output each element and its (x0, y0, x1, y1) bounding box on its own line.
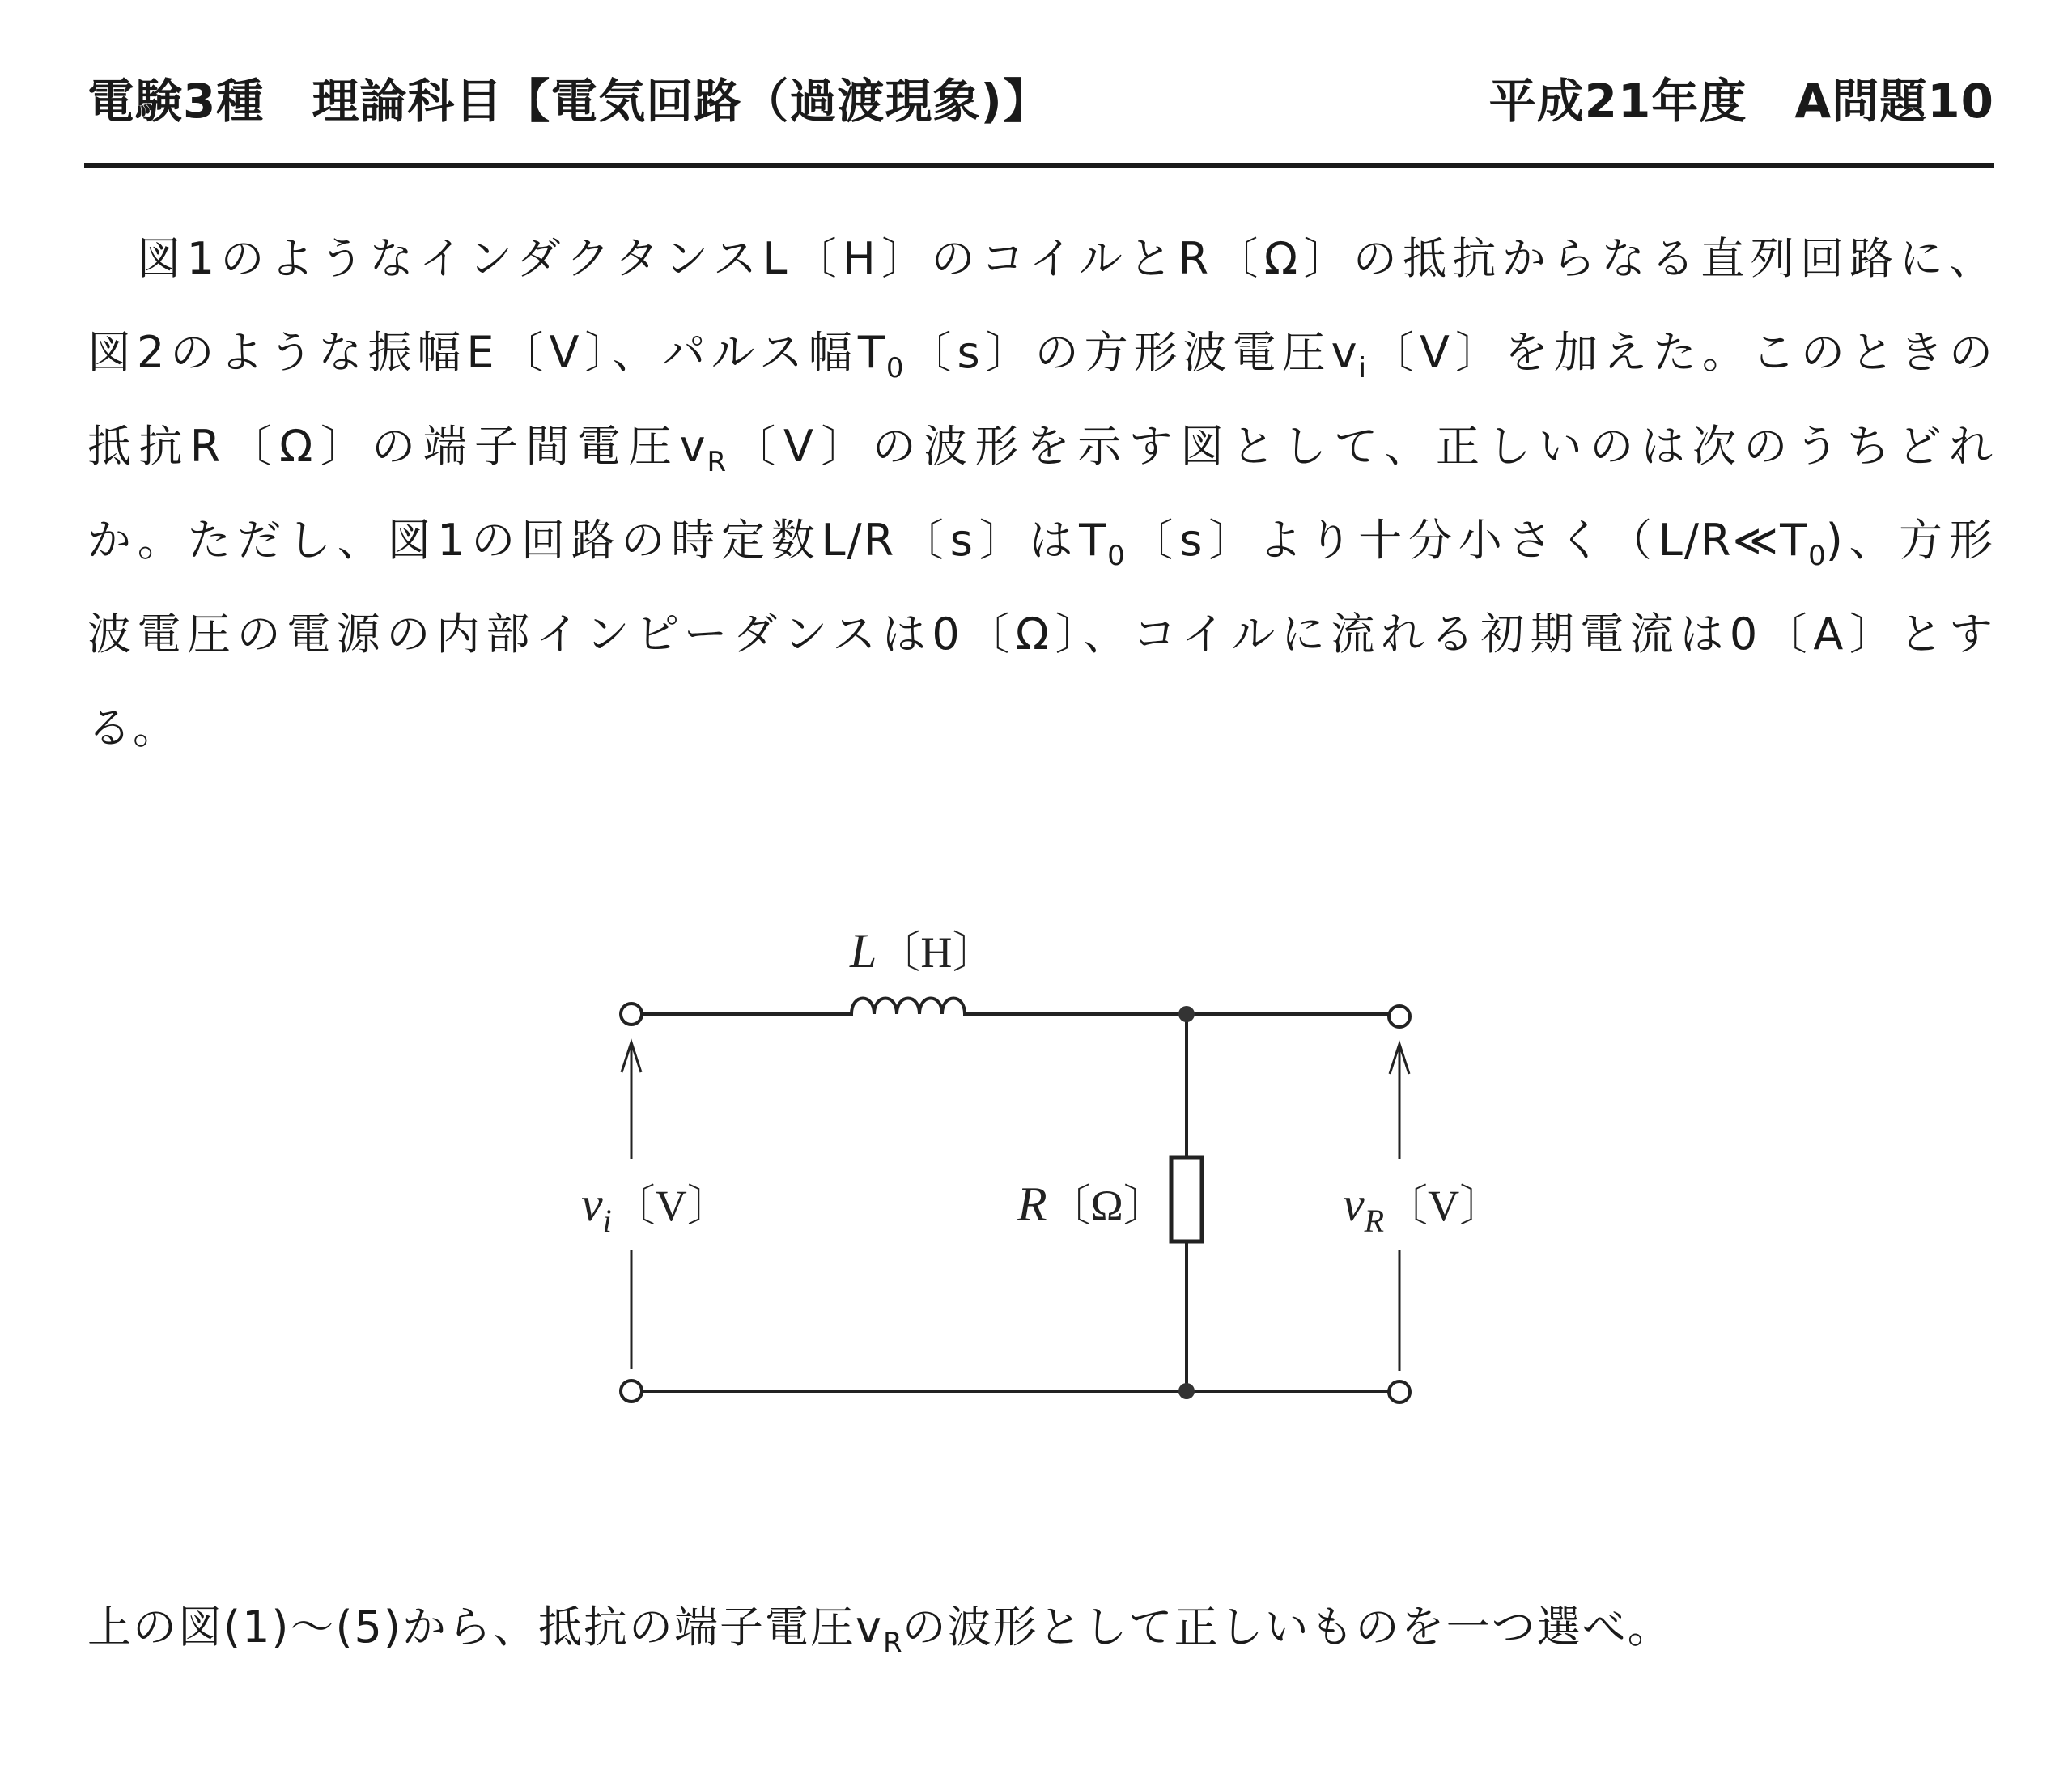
question-line-2: 図2のような振幅E〔V〕、パルス幅$T_0$〔s〕の方形波電圧$v_i$〔V〕を加えた。このときの (87, 327, 1995, 384)
subject-title: 電験3種 理論科目【電気回路（過渡現象)】 (87, 74, 1051, 129)
question-line-6: る。 (87, 702, 178, 753)
output-terminal-top (1389, 1006, 1410, 1027)
vr-label: $v_R$〔V〕 (1343, 1178, 1504, 1239)
junction-node-bottom (1178, 1383, 1195, 1399)
question-line-3: 抵抗R〔Ω〕の端子間電圧$v_R$〔V〕の波形を示す図として、正しいのは次のうちどれ (87, 421, 1994, 478)
vi-label: $v_i$〔V〕 (581, 1178, 731, 1239)
resistor-body (1171, 1157, 1202, 1241)
exam-id: 平成21年度 A問題10 (1488, 74, 1994, 129)
output-terminal-bottom (1389, 1381, 1410, 1402)
input-terminal-bottom (621, 1381, 642, 1402)
inductor-coil (850, 999, 966, 1015)
question-line-4: か。ただし、図1の回路の時定数L/R〔s〕は$T_0$〔s〕より十分小さく$(L/R≪T_0)$、方形 (87, 515, 1994, 572)
resistor-label: R〔Ω〕 (1017, 1178, 1167, 1231)
question-line-5: 波電圧の電源の内部インピーダンスは0〔Ω〕、コイルに流れる初期電流は0〔A〕とす (87, 609, 1994, 660)
question-line-1: 図1のようなインダクタンスL〔H〕のコイルとR〔Ω〕の抵抗からなる直列回路に、 (87, 233, 1994, 284)
junction-node-top (1178, 1006, 1195, 1022)
answer-prompt: 上の図(1)～(5)から、抵抗の端子電圧$v_R$の波形として正しいものを一つ選べ。 (87, 1602, 1673, 1659)
input-terminal-top (621, 1004, 642, 1025)
inductor-label: L〔H〕 (850, 924, 996, 978)
